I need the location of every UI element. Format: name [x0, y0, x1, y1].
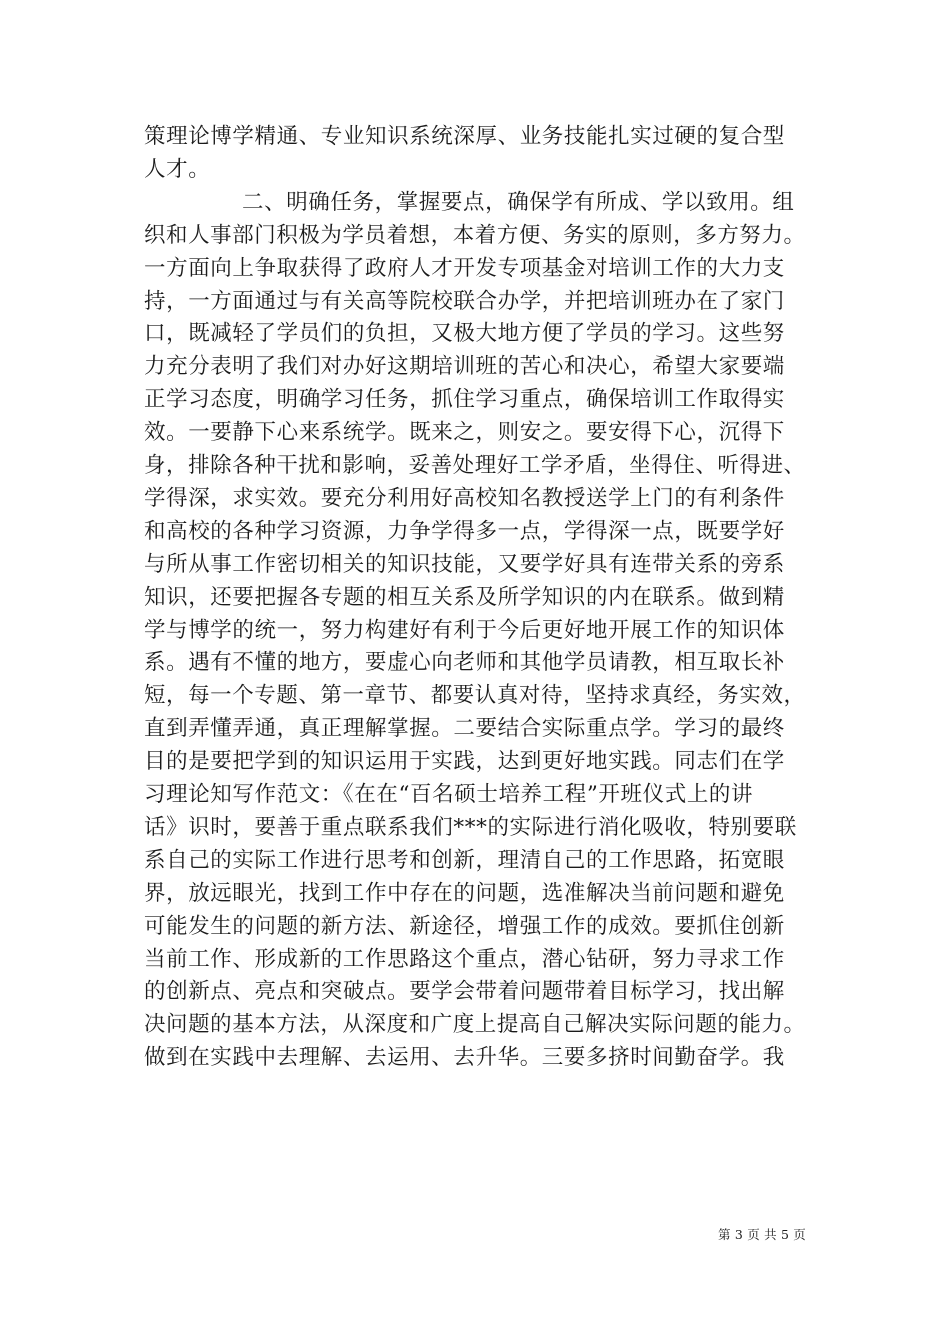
text-line: 可能发生的问题的新方法、新途径，增强工作的成效。要抓住创新 [144, 913, 785, 939]
text-line: 策理论博学精通、专业知识系统深厚、业务技能扎实过硬的复合型 [144, 124, 785, 149]
text-line: 话》识时，要善于重点联系我们***的实际进行消化吸收，特别要联 [144, 814, 797, 840]
text-line: 短，每一个专题、第一章节、都要认真对待，坚持求真经，务实效， [144, 683, 806, 709]
text-line: 持，一方面通过与有关高等院校联合办学，并把培训班办在了家门 [144, 288, 785, 314]
text-line: 当前工作、形成新的工作思路这个重点，潜心钻研，努力寻求工作 [144, 946, 785, 972]
text-line: 力充分表明了我们对办好这期培训班的苦心和决心，希望大家要端 [144, 354, 785, 380]
text-line: 知识，还要把握各专题的相互关系及所学知识的内在联系。做到精 [144, 584, 785, 610]
text-line: 学得深，求实效。要充分利用好高校知名教授送学上门的有利条件 [144, 485, 785, 511]
page-number-footer: 第 3 页 共 5 页 [718, 1227, 806, 1242]
text-line: 系。遇有不懂的地方，要虚心向老师和其他学员请教，相互取长补 [144, 650, 785, 676]
text-line: 身，排除各种干扰和影响，妥善处理好工学矛盾，坐得住、听得进、 [144, 453, 806, 478]
text-line: 直到弄懂弄通，真正理解掌握。二要结合实际重点学。学习的最终 [144, 716, 785, 742]
text-line: 正学习态度，明确学习任务，抓住学习重点，确保培训工作取得实 [144, 387, 785, 413]
text-line: 习理论知写作范文：《在在“百名硕士培养工程”开班仪式上的讲 [144, 782, 754, 807]
text-line: 系自己的实际工作进行思考和创新，理清自己的工作思路，拓宽眼 [144, 847, 785, 873]
text-line: 织和人事部门积极为学员着想，本着方便、务实的原则，多方努力。 [144, 222, 806, 248]
text-line: 目的是要把学到的知识运用于实践，达到更好地实践。同志们在学 [144, 749, 785, 775]
text-line: 决问题的基本方法，从深度和广度上提高自己解决实际问题的能力。 [144, 1012, 806, 1038]
text-line: 一方面向上争取获得了政府人才开发专项基金对培训工作的大力支 [144, 255, 785, 281]
text-line: 口，既减轻了学员们的负担，又极大地方便了学员的学习。这些努 [144, 321, 785, 347]
text-line: 做到在实践中去理解、去运用、去升华。三要多挤时间勤奋学。我 [144, 1045, 785, 1071]
text-line: 的创新点、亮点和突破点。要学会带着问题带着目标学习，找出解 [144, 979, 785, 1005]
text-line: 二、明确任务，掌握要点，确保学有所成、学以致用。组 [242, 189, 795, 215]
text-line: 界，放远眼光，找到工作中存在的问题，选准解决当前问题和避免 [144, 880, 785, 906]
text-line: 与所从事工作密切相关的知识技能，又要学好具有连带关系的旁系 [144, 551, 785, 577]
text-line: 人才。 [144, 156, 211, 182]
text-line: 效。一要静下心来系统学。既来之，则安之。要安得下心，沉得下 [144, 420, 785, 446]
text-line: 和高校的各种学习资源，力争学得多一点，学得深一点，既要学好 [144, 518, 785, 544]
text-line: 学与博学的统一，努力构建好有利于今后更好地开展工作的知识体 [144, 617, 785, 643]
